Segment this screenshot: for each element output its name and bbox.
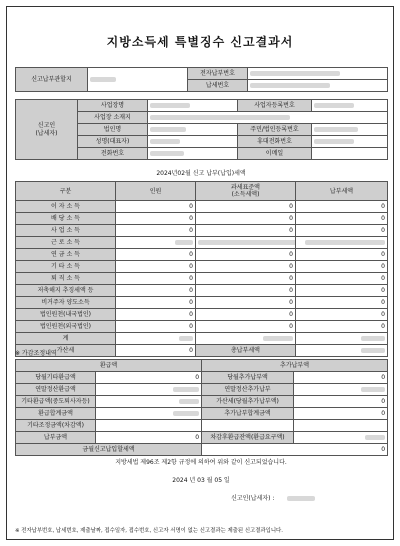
row-people	[116, 237, 196, 249]
row-label: 기 타 소 득	[16, 261, 116, 273]
row-tax	[296, 237, 388, 249]
row-people: 0	[116, 225, 196, 237]
table-row	[16, 309, 388, 321]
row-label: 법인원천(내국법인)	[16, 309, 116, 321]
row-base: 0	[196, 261, 296, 273]
email-label: 이메일	[238, 148, 312, 160]
tax-number-label: 납세번호	[188, 80, 248, 92]
email-value	[312, 148, 388, 160]
row-base: 0	[196, 273, 296, 285]
adjust-left-label: 연말정산환급액	[16, 384, 96, 396]
signer-value	[287, 495, 315, 503]
total-base	[196, 333, 296, 345]
row-base: 0	[196, 225, 296, 237]
adjust-right-label: 당월추가납부액	[202, 372, 294, 384]
addpay-header: 추가납부액	[202, 360, 388, 372]
adjust-caption: ※ 가감조정내역	[15, 350, 57, 357]
row-label: 법인원천(외국법인)	[16, 321, 116, 333]
row-tax: 0	[296, 201, 388, 213]
table-row	[16, 213, 388, 225]
business-address-value	[148, 112, 388, 124]
total-payable-label: 총납부세액	[196, 345, 296, 357]
rep-name-value	[148, 136, 238, 148]
addtax-people: 0	[116, 345, 196, 357]
mobile-value	[312, 136, 388, 148]
business-reg-label: 사업자등록번호	[238, 100, 312, 112]
row-people: 0	[116, 201, 196, 213]
period-caption: 2024년02월 신고 납부(납입)세액	[156, 170, 246, 177]
adjust-left-value: 0	[96, 432, 202, 444]
tax-table	[15, 181, 388, 357]
phone-value	[148, 148, 238, 160]
adjust-left-label: 기타환급액(중도퇴사자등)	[16, 396, 96, 408]
row-tax: 0	[296, 321, 388, 333]
table-row	[16, 297, 388, 309]
tax-number-value	[248, 80, 388, 92]
mobile-label: 휴대전화번호	[238, 136, 312, 148]
row-base: 0	[196, 249, 296, 261]
row-tax: 0	[296, 261, 388, 273]
row-people: 0	[116, 309, 196, 321]
e-number-value	[248, 68, 388, 80]
row-label: 저축해지 추징세액 등	[16, 285, 116, 297]
adjust-empty	[294, 420, 388, 432]
row-tax: 0	[296, 213, 388, 225]
row-label: 비거주자 양도소득	[16, 297, 116, 309]
phone-label: 전화번호	[78, 148, 148, 160]
deduct-label: 차감후환급잔액(환급요구액)	[202, 432, 294, 444]
row-base	[196, 237, 296, 249]
row-people: 0	[116, 261, 196, 273]
row-label: 근 로 소 득	[16, 237, 116, 249]
next-value: 0	[202, 444, 388, 456]
adjust-left-value	[96, 384, 202, 396]
row-base: 0	[196, 285, 296, 297]
adjust-right-value: 0	[294, 396, 388, 408]
table-row	[16, 201, 388, 213]
adjust-right-value	[294, 384, 388, 396]
row-base: 0	[196, 297, 296, 309]
row-label: 사 업 소 득	[16, 225, 116, 237]
adjust-left-value	[96, 408, 202, 420]
adjust-right-label: 가산세(당월추가납부액)	[202, 396, 294, 408]
filer-group-label: 신고인 (납세자)	[16, 100, 78, 160]
row-base: 0	[196, 309, 296, 321]
row-label: 이 자 소 득	[16, 201, 116, 213]
signer-label: 신고인(납세자) :	[231, 495, 275, 502]
table-row	[16, 273, 388, 285]
adjust-right-label: 연말정산추가납부	[202, 384, 294, 396]
table-row	[16, 285, 388, 297]
adjust-left-value	[96, 420, 202, 432]
adjust-left-label: 납부금액	[16, 432, 96, 444]
addtax-label: 가산세	[16, 345, 116, 357]
rep-name-label: 성명(대표자)	[78, 136, 148, 148]
table-row	[16, 249, 388, 261]
row-label: 연 금 소 득	[16, 249, 116, 261]
total-payable-value	[296, 345, 388, 357]
business-reg-value	[312, 100, 388, 112]
col-header-people: 인원	[116, 182, 196, 201]
adjust-left-label: 환급합계금액	[16, 408, 96, 420]
total-label: 계	[16, 333, 116, 345]
footnote: ※ 전자납부번호, 납세번호, 제출날짜, 접수일자, 접수번호, 신고자 서명이 없는 신고결과는 제출된 신고결과입니다.	[15, 528, 283, 534]
table-row	[16, 237, 388, 249]
row-tax: 0	[296, 309, 388, 321]
row-people: 0	[116, 285, 196, 297]
row-tax: 0	[296, 297, 388, 309]
refund-header: 환급액	[16, 360, 202, 372]
row-label: 퇴 직 소 득	[16, 273, 116, 285]
row-base: 0	[196, 201, 296, 213]
col-header-base: 과세표준액 (소득세액)	[196, 182, 296, 201]
row-people: 0	[116, 297, 196, 309]
row-people: 0	[116, 249, 196, 261]
adjust-right-value: 0	[294, 408, 388, 420]
adjust-right-value: 0	[294, 372, 388, 384]
e-number-label: 전자납부번호	[188, 68, 248, 80]
adjust-left-value: 0	[96, 372, 202, 384]
row-tax: 0	[296, 249, 388, 261]
resident-no-value	[312, 124, 388, 136]
row-people: 0	[116, 273, 196, 285]
adjust-right-label: 추가납부합계금액	[202, 408, 294, 420]
adjust-left-value	[96, 396, 202, 408]
row-base: 0	[196, 213, 296, 225]
filer-table	[15, 99, 388, 160]
col-header-tax: 납부세액	[296, 182, 388, 201]
corp-name-label: 법인명	[78, 124, 148, 136]
total-people	[116, 333, 196, 345]
business-address-label: 사업장 소재지	[78, 112, 148, 124]
document-page	[6, 6, 394, 540]
adjust-empty	[202, 420, 294, 432]
adjust-table	[15, 359, 388, 456]
total-tax	[296, 333, 388, 345]
row-tax: 0	[296, 225, 388, 237]
table-row	[16, 261, 388, 273]
adjust-left-label: 기타조정금액(차감액)	[16, 420, 96, 432]
row-label: 배 당 소 득	[16, 213, 116, 225]
document-title: 지방소득세 특별징수 신고결과서	[106, 35, 294, 49]
office-value	[88, 68, 188, 92]
table-row	[16, 225, 388, 237]
row-people: 0	[116, 213, 196, 225]
office-label: 신고납부관할지	[16, 68, 88, 92]
col-header-type: 구분	[16, 182, 116, 201]
next-label: 금월신고납입할세액	[16, 444, 202, 456]
business-name-label: 사업장명	[78, 100, 148, 112]
statement-text: 지방세법 제96조 제2항 규정에 의하여 위와 같이 신고되었습니다.	[115, 459, 287, 466]
row-tax: 0	[296, 285, 388, 297]
row-tax: 0	[296, 273, 388, 285]
resident-no-label: 주민/법인등록번호	[238, 124, 312, 136]
row-people: 0	[116, 321, 196, 333]
document-date: 2024 년 03 월 05 일	[172, 477, 230, 484]
corp-name-value	[148, 124, 238, 136]
office-table	[15, 67, 388, 92]
deduct-value	[294, 432, 388, 444]
adjust-left-label: 당월기타환급액	[16, 372, 96, 384]
business-name-value	[148, 100, 238, 112]
row-base: 0	[196, 321, 296, 333]
table-row	[16, 321, 388, 333]
